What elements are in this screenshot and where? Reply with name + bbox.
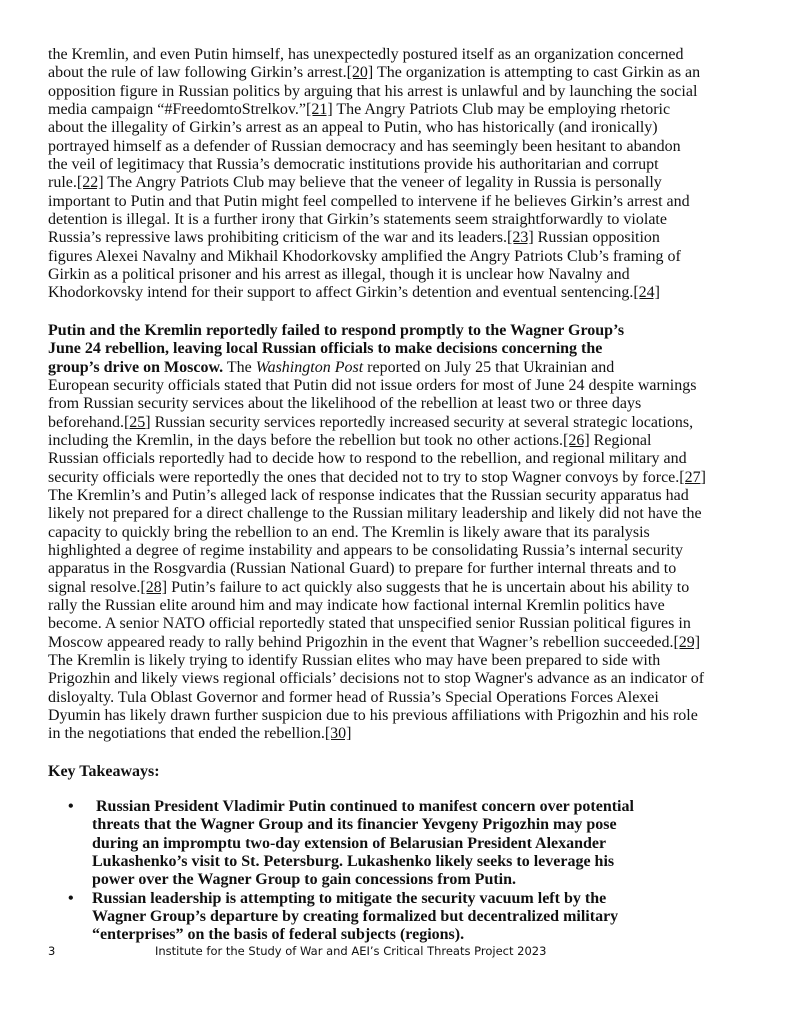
text-line: Wagner Group’s departure by creating formalized but decentralized military — [92, 908, 619, 926]
text-segment: figures Alexei Navalny and Mikhail Khodorkovsky amplified the Angry Patriots Club’s framing of — [48, 247, 681, 265]
text-segment: disloyalty. Tula Oblast Governor and former head of Russia’s Special Operations Forces Alexei — [48, 688, 659, 706]
footer-text: Institute for the Study of War and AEI’s Critical Threats Project 2023 — [155, 944, 547, 958]
text-line — [48, 248, 763, 266]
bullet-icon: • — [68, 798, 74, 816]
text-segment: The Kremlin is likely trying to identify Russian elites who may have been prepared to side with — [48, 652, 661, 669]
footnote-link[interactable]: [26] — [562, 431, 590, 449]
text-segment: signal resolve. — [48, 578, 141, 596]
footnote-link[interactable]: [25] — [123, 413, 151, 431]
italic-text: Washington Post — [255, 358, 364, 376]
text-segment: security officials were reportedly the ones that decided not to try to stop Wagner convoys by force. — [48, 468, 680, 486]
text-line — [48, 266, 763, 284]
text-segment: Moscow appeared ready to rally behind Prigozhin in the event that Wagner’s rebellion succeeded. — [48, 633, 674, 651]
text-line: Lukashenko’s visit to St. Petersburg. Lukashenko likely seeks to leverage his — [92, 853, 615, 871]
text-segment: about the illegality of Girkin’s arrest as an appeal to Putin, who has historically (and ironically) — [48, 119, 658, 137]
text-segment: Dyumin has likely drawn further suspicion due to his previous affiliations with Prigozhin and his role — [48, 707, 698, 725]
text-segment: Prigozhin and likely views regional officials’ decisions not to stop Wagner's advance as an indicator of — [48, 670, 705, 688]
text-line — [48, 634, 763, 652]
text-line — [48, 46, 763, 64]
text-segment: the Kremlin, and even Putin himself, has unexpectedly postured itself as an organization concerned — [48, 46, 684, 63]
bold-lead-text: Putin and the Kremlin reportedly failed to respond promptly to the Wagner Group’s — [48, 321, 625, 339]
text-line — [48, 229, 763, 247]
text-segment: The organization is attempting to cast Girkin as an — [373, 64, 701, 82]
text-line — [48, 64, 763, 82]
text-segment: in the negotiations that ended the rebellion. — [48, 725, 325, 743]
text-line — [48, 322, 763, 340]
text-line: “enterprises” on the basis of federal subjects (regions). — [92, 926, 465, 944]
text-segment: beforehand. — [48, 413, 124, 431]
footnote-link[interactable]: [28] — [140, 578, 168, 596]
key-takeaway-item — [48, 798, 763, 890]
text-segment: about the rule of law following Girkin’s arrest. — [48, 64, 347, 82]
text-line — [48, 156, 763, 174]
text-line — [48, 101, 763, 119]
text-segment: Russia’s repressive laws prohibiting criticism of the war and its leaders. — [48, 229, 508, 247]
text-segment: highlighted a degree of regime instability and appears to be consolidating Russia’s internal security — [48, 541, 683, 559]
text-line — [48, 193, 763, 211]
text-line — [48, 359, 763, 377]
text-line — [48, 505, 763, 523]
footnote-link[interactable]: [24] — [633, 284, 660, 302]
text-segment: Regional — [589, 431, 652, 449]
bold-lead-text: June 24 rebellion, leaving local Russian officials to make decisions concerning the — [48, 340, 603, 358]
footnote-link[interactable]: [22] — [76, 174, 104, 192]
text-segment: detention is illegal. It is a further irony that Girkin’s statements seem straightforwardly to violate — [48, 211, 667, 229]
text-line — [48, 579, 763, 597]
text-segment: Khodorkovsky intend for their support to affect Girkin’s detention and eventual sentencing. — [48, 284, 634, 302]
text-line — [48, 652, 763, 670]
text-segment: capacity to quickly bring the rebellion to an end. The Kremlin is likely aware that its paralysis — [48, 523, 650, 541]
text-segment: Russian security services reportedly increased security at several strategic locations, — [150, 413, 694, 431]
text-segment: Girkin as a political prisoner and his arrest as illegal, though it is unclear how Navalny and — [48, 266, 630, 284]
text-line — [48, 450, 763, 468]
text-line — [48, 340, 763, 358]
text-line — [48, 524, 763, 542]
footnote-link[interactable]: [30] — [324, 725, 352, 743]
bullet-icon: • — [68, 889, 74, 907]
text-segment: rally the Russian elite around him and may indicate how factional internal Kremlin politics have — [48, 596, 665, 614]
key-takeaways-heading: Key Takeaways: — [48, 762, 160, 780]
text-line — [48, 615, 763, 633]
text-line — [48, 469, 763, 487]
text-segment: rule. — [48, 174, 77, 192]
text-line — [48, 670, 763, 688]
text-segment: media campaign “#FreedomtoStrelkov.” — [48, 101, 306, 119]
text-segment: apparatus in the Rosgvardia (Russian National Guard) to prepare for further internal threats and to — [48, 560, 677, 578]
text-segment: Russian officials reportedly had to decide how to respond to the rebellion, and regional military and — [48, 450, 687, 468]
text-line — [48, 83, 763, 101]
text-line: Russian President Vladimir Putin continued to manifest concern over potential — [92, 798, 634, 816]
text-line — [48, 542, 763, 560]
text-line — [48, 377, 763, 395]
body-text — [48, 46, 763, 744]
text-line — [48, 487, 763, 505]
text-line: during an impromptu two-day extension of Belarusian President Alexander — [92, 834, 607, 852]
text-segment: from Russian security services about the likelihood of the rebellion at least two or three days — [48, 395, 642, 413]
text-line — [48, 689, 763, 707]
text-line — [48, 432, 763, 450]
text-segment: the veil of legitimacy that Russia’s democratic institutions provide his authoritarian and corrupt — [48, 156, 659, 174]
text-line — [48, 414, 763, 432]
text-segment: The Angry Patriots Club may be employing rhetoric — [332, 101, 671, 119]
text-segment: important to Putin and that Putin might feel compelled to intervene if he believes Girkin’s arrest and — [48, 192, 690, 210]
text-segment: Putin’s failure to act quickly also suggests that he is uncertain about his ability to — [167, 578, 690, 596]
footnote-link[interactable]: [23] — [507, 229, 534, 247]
text-segment: The — [223, 358, 256, 376]
text-line — [48, 395, 763, 413]
text-segment: European security officials stated that Putin did not issue orders for most of June 24 despite warnings — [48, 376, 697, 394]
key-takeaway-item — [48, 890, 763, 945]
footnote-link[interactable]: [20] — [346, 64, 374, 82]
text-line — [48, 725, 763, 743]
text-line — [48, 597, 763, 615]
page-number: 3 — [48, 944, 56, 958]
text-line — [48, 174, 763, 192]
text-segment: Russian opposition — [533, 229, 660, 247]
text-line: Russian leadership is attempting to mitigate the security vacuum left by the — [92, 889, 607, 907]
footnote-link[interactable]: [27] — [679, 468, 706, 486]
text-segment: likely not prepared for a direct challenge to the Russian military leadership and likely did not have the — [48, 505, 702, 523]
footnote-link[interactable]: [21] — [306, 101, 333, 119]
bold-lead-text: group’s drive on Moscow. — [48, 358, 224, 376]
key-takeaways-list — [48, 798, 763, 945]
text-line: threats that the Wagner Group and its financier Yevgeny Prigozhin may pose — [92, 816, 617, 834]
paragraph — [48, 46, 763, 303]
text-line — [48, 211, 763, 229]
text-line — [48, 560, 763, 578]
text-line: power over the Wagner Group to gain concessions from Putin. — [92, 871, 517, 889]
footnote-link[interactable]: [29] — [673, 633, 701, 651]
text-segment: opposition figure in Russian politics by arguing that his arrest is unlawful and by launching the social — [48, 82, 698, 100]
text-line — [48, 119, 763, 137]
document-page — [48, 46, 763, 945]
text-line — [48, 707, 763, 725]
text-line — [48, 284, 763, 302]
text-segment: reported on July 25 that Ukrainian and — [363, 358, 615, 376]
text-segment: portrayed himself as a defender of Russian democracy and has seemingly been hesitant to abandon — [48, 137, 681, 155]
text-line — [48, 138, 763, 156]
text-segment: The Kremlin’s and Putin’s alleged lack of response indicates that the Russian security apparatus had — [48, 486, 689, 504]
paragraph — [48, 322, 763, 744]
text-segment: The Angry Patriots Club may believe that the veneer of legality in Russia is personally — [103, 174, 662, 192]
text-segment: become. A senior NATO official reportedly stated that unspecified senior Russian political figures in — [48, 615, 691, 633]
text-segment: including the Kremlin, in the days before the rebellion but took no other actions. — [48, 431, 563, 449]
